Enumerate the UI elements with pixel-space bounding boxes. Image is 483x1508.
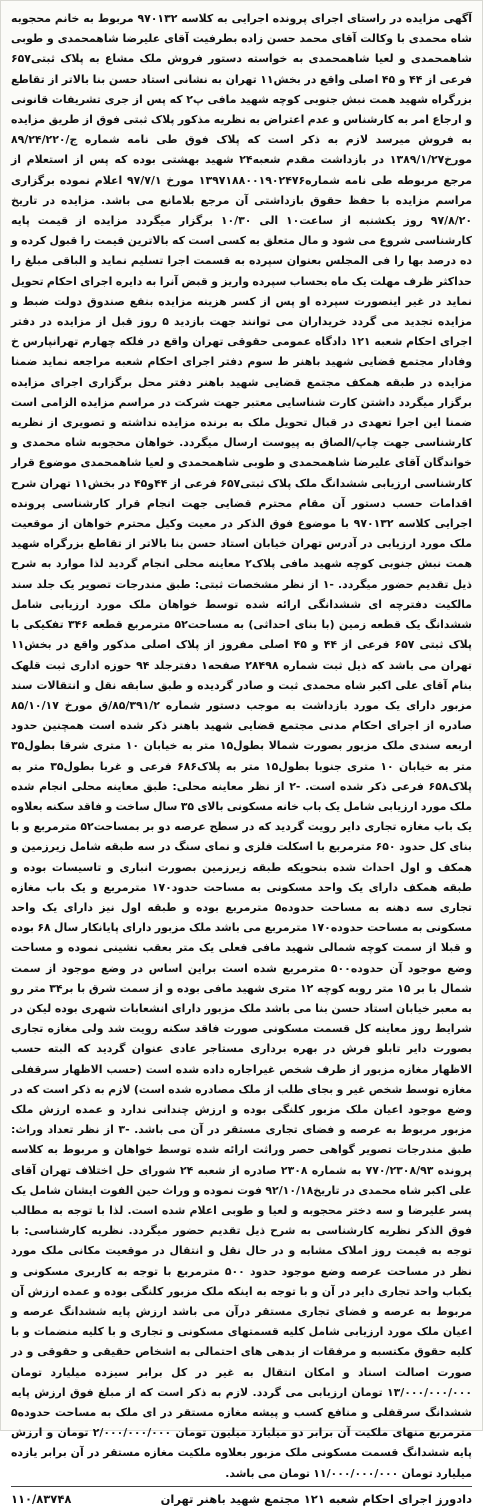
notice-body-text: آگهی مزایده در راستای اجرای پرونده اجرایی به کلاسه ۹۷۰۱۳۲ مربوط به خانم محجوبه شاه محمدی با وکالت آقای محمد حسن زاده بطرفیت آقای علیرضا شاهمحمدی و طوبی شاهمحمدی و لعیا شاهمحمدی به خواسته دستور فروش ملک مشاع به پلاک ثبتی۶۵۷ فرعی از ۴۴ و ۴۵ اصلی واقع در بخش۱۱ تهران به نشانی استاد حسن بنا بالاتر از تقاطع بزرگراه شهید همت نبش جنوبی کوچه شهید مافی پ۲ که پس از جری تشریفات قانونی و ارجاع امر به کارشناس و عدم اعتراض به نظریه مذکور پلاک ثبتی فوق از طریق مزایده به فروش میرسد لازم به ذکر است که پلاک فوق طی نامه شماره ج/۸۹/۲۴/۲۲۰ مورخ۱۳۸۹/۱/۲۷ در بازداشت مقدم شعبه۲۴ شهید بهشتی بوده که پس از استعلام از مرجع مربوطه طی نامه شماره۱۳۹۷۱۸۸۰۰۱۹۰۲۴۷۶ مورخ ۹۷/۷/۱ اعلام نموده برگزاری مراسم مزایده با حفظ حقوق بازداشتی آن مرجع بلامانع می باشد. مزایده در تاریخ ۹۷/۸/۲۰ روز یکشنبه از ساعت۱۰ الی ۱۰/۳۰ برگزار میگردد مزایده از قیمت پایه کارشناسی شروع می شود و مال متعلق به کسی است که بالاترین قیمت را قبول کرده و ده درصد بها را فی المجلس بعنوان سپرده به قسمت اجرا تسلیم نماید و الباقی مبلغ را حداکثر ظرف مهلت یک ماه بحساب سپرده واریز و قبض آنرا به دایره اجرای احکام تحویل نماید در غیر اینصورت سپرده او پس از کسر هزینه مزایده بنفع صندوق دولت ضبط و مزایده تجدید می گردد خریداران می توانند جهت بازدید ۵ روز قبل از مزایده در دفتر اجرای احکام شعبه ۱۲۱ دادگاه عمومی حقوقی تهران واقع در فلکه چهارم تهرانپارس خ وفادار مجتمع قضایی شهید باهنر ط سوم دفتر اجرای احکام شعبه مراجعه نماید ضمنا مزایده در طبقه همکف مجتمع قضایی شهید باهنر دفتر محل برگزاری اجرای مزایده برگزار میگردد داشتن کارت شناسایی معتبر جهت شرکت در مراسم مزایده الزامی است ضمنا این اجرا تعهدی در قبال تحویل ملک به برنده مزایده نداشته و تصویری از نظریه کارشناسی جهت چاپ/الصاق به پیوست ارسال میگردد. خواهان محجوبه شاه محمدی و خواندگان آقای علیرضا شاهمحمدی و طوبی شاهمحمدی و لعیا شاهمحمدی موضوع قرار کارشناسی ارزیابی ششدانگ ملک پلاک ثبتی۶۵۷ فرعی از ۴۴و۴۵ در بخش۱۱ تهران شرح اقدامات حسب دستور آن مقام محترم قضایی جهت انجام قرار کارشناسی پرونده اجرایی کلاسه ۹۷۰۱۳۲ با موضوع فوق الذکر در معیت وکیل محترم خواهان از موقعیت ملک مورد ارزیابی در آدرس تهران خیابان استاد حسن بنا بالاتر از تقاطع بزرگراه شهید همت نبش جنوبی کوچه شهید مافی پلاک۲ معاینه محلی انجام گردید لذا موارد به شرح ذیل تقدیم حضور میگردد. -۱ از نظر مشخصات ثبتی: طبق مندرجات تصویر یک جلد سند مالکیت دفترچه ای ششدانگی ارائه شده توسط خواهان ملک مورد ارزیابی شامل ششدانگ یک قطعه زمین (با بنای احداثی) به مساحت۵۲ مترمربع قطعه ۳۴۶ تفکیکی با پلاک ثبتی ۶۵۷ فرعی از ۴۴ و ۴۵ اصلی مفروز از پلاک اصلی مذکور واقع در بخش۱۱ تهران می باشد که ذیل ثبت شماره ۲۸۴۹۸ صفحه۱ دفترجلد ۹۴ حوزه اداری ثبت قلهک بنام آقای علی اکبر شاه محمدی ثبت و صادر گردیده و طبق سابقه نقل و انتقالات سند مزبور دارای یک مورد بازداشت به موجب دستور شماره ۸۵/۳۹۱/۲/ق مورخ ۸۵/۱۰/۱۷ صادره از اجرای احکام مدنی مجتمع قضایی شهید باهنر ذکر شده است همچنین حدود اربعه سندی ملک مزبور بصورت شمالا بطول۱۵ متر به خیابان ۱۰ متری شرقا بطول۳۵ متر به خیابان ۱۰ متری جنوبا بطول۱۵ متر به پلاک۶۸۶ فرعی و غربا بطول۳۵ متر به پلاک۶۵۸ فرعی ذکر شده است. -۲ از نظر معاینه محلی: طبق معاینه محلی انجام شده ملک مورد ارزیابی شامل یک باب خانه مسکونی بالای ۳۵ سال ساخت و فاقد سکنه بعلاوه یک باب مغازه تجاری دایر رویت گردید که در سطح عرصه دو بر بمساحت۵۲ مترمربع و با بنای کل حدود ۶۵۰ مترمربع با اسکلت فلزی و نمای سنگ در سه طبقه شامل زیرزمین و همکف و اول احداث شده بنحویکه طبقه زیرزمین بصورت انباری و تاسیسات بوده و طبقه همکف دارای یک واحد مسکونی به مساحت حدود۱۷۰ مترمربع و یک باب مغازه تجاری سه دهنه به مساحت حدوده۵ مترمربع بوده و طبقه اول نیز دارای یک واحد مسکونی به مساحت حدوده۱۷۰ مترمربع می باشد ملک مزبور دارای پایانکار سال ۶۸ بوده و قبلا از سمت کوچه شمالی شهید مافی فعلی یک متر بعقب نشینی نموده و مساحت وضع موجود آن حدوده۵۰۰ مترمربع شده است براین اساس در وضع موجود از سمت شمال با بر ۱۵ متر روبه کوچه ۱۲ متری شهید مافی بوده و از سمت شرق با بر۳۴ متر رو به معبر خیابان استاد حسن بنا می باشد ملک مزبور دارای انشعابات شهری بوده لیکن در شرایط روز معاینه کل قسمت مسکونی صورت فاقد سکنه رویت شد ولی مغازه تجاری بصورت دایر تابلو فرش در بهره برداری مستاجر عادی عنوان گردید که البته حسب الاظهار مغازه مزبور از طرف شخص غیراجاره داده شده است (حسب الاظهار سرقفلی مغازه توسط شخص غیر و بجای طلب از ملک مصادره شده است) لازم به ذکر است که در وضع موجود اعیان ملک مزبور کلنگی بوده و ارزش چندانی ندارد و عمده ارزش ملک مزبور مربوط به عرصه و فضای تجاری مستقر در آن می باشد. -۳ از نظر تعداد وراث: طبق مندرجات تصویر گواهی حصر وراثت ارائه شده توسط خواهان و مربوط به کلاسه پرونده ۷۷۰/۲۳۰۸/۹۳ به شماره ۲۳۰۸ صادره از شعبه ۲۴ شورای حل اختلاف تهران آقای علی اکبر شاه محمدی در تاریخ۹۲/۱۰/۱۸ فوت نموده و وراث حین الفوت ایشان شامل یک پسر علیرضا و سه دختر محجوبه و لعیا و طوبی اعلام شده است. لذا با توجه به مطالب فوق الذکر نظریه کارشناسی به شرح ذیل تقدیم حضور میگردد. نظریه کارشناسی: با توجه به قیمت روز املاک مشابه و در حال نقل و انتقال در موقعیت مکانی ملک مورد نظر در مساحت عرصه وضع موجود حدود ۵۰۰ مترمربع با توجه به کاربری مسکونی و یکباب واحد تجاری دایر در آن و با توجه به اینکه ملک مزبور کلنگی بوده و عمده ارزش آن مربوط به عرصه و فضای تجاری مستقر درآن می باشد ارزش پایه ششدانگ عرصه و اعیان ملک مورد ارزیابی شامل کلیه قسمتهای مسکونی و تجاری و با کلیه منضمات و با کلیه حقوق مکتسبه و مرفقات از بدهی های احتمالی به اشخاص حقیقی و حقوقی و در صورت اصالت اسناد و امکان انتقال به غیر در کل برابر سیزده میلیارد تومان ۱۳/۰۰۰/۰۰۰/۰۰۰ تومان ارزیابی می گردد. لازم به ذکر است که از مبلغ فوق ارزش پایه ششدانگ سرقفلی و منافع کسب و پیشه مغازه مستقر در ای ملک به مساحت حدوده۵ مترمربع منهای ملکیت آن برابر دو میلیارد میلیون تومان ۲/۰۰۰/۰۰۰/۰۰۰ تومان و ارزش پایه ششدانگ قسمت مسکونی ملک مزبور بعلاوه ملکیت مغازه مستقر در آن برابر یازده میلیارد تومان ۱۱/۰۰۰/۰۰۰/۰۰۰ تومان می باشد. [11,12,473,1480]
footer-reference-code: ۱۱۰/۸۳۷۴۸ [11,1491,72,1506]
footer-signature: دادورز اجرای احکام شعبه ۱۲۱ مجتمع شهید باهنر تهران [160,1491,472,1506]
notice-footer [11,1486,472,1508]
